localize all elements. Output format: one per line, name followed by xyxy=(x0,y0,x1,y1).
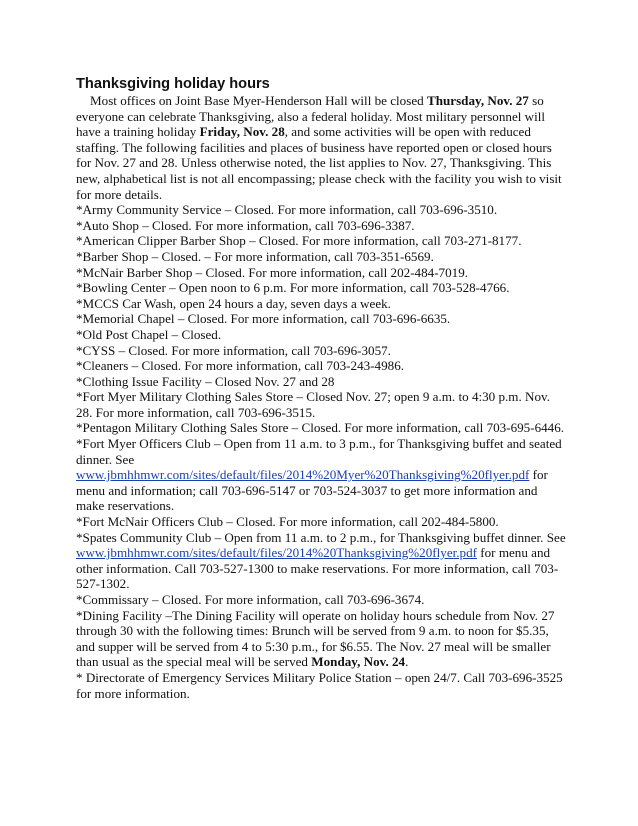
dining-date-monday: Monday, Nov. 24 xyxy=(311,654,406,670)
officers-club-text: *Fort Myer Officers Club – Open from 11 a.m. to 3 p.m., for Thanksgiving buffet and seated dinner. See xyxy=(76,436,562,467)
myer-flyer-link[interactable]: www.jbmhhmwr.com/sites/default/files/2014%20Myer%20Thanksgiving%20flyer.pdf xyxy=(76,467,530,483)
intro-paragraph xyxy=(76,93,566,202)
list-item: *Cleaners – Closed. For more information, call 703-243-4986. xyxy=(76,358,405,374)
intro-text-2: so everyone can celebrate Thanksgiving, also a federal holiday. Most military personnel will have a training holiday xyxy=(76,93,546,140)
list-item: *Memorial Chapel – Closed. For more information, call 703-696-6635. xyxy=(76,311,451,327)
officers-club-item xyxy=(76,436,566,514)
dining-text-after: . xyxy=(405,654,409,670)
list-item: *Army Community Service – Closed. For more information, call 703-696-3510. xyxy=(76,202,498,218)
list-item: *McNair Barber Shop – Closed. For more information, call 202-484-7019. xyxy=(76,264,469,280)
list-item: *Fort McNair Officers Club – Closed. For more information, call 202-484-5800. xyxy=(76,514,499,530)
intro-text-1: Most offices on Joint Base Myer-Henderson Hall will be closed xyxy=(90,93,427,108)
spates-club-text-after: for menu and other information. Call 703-527-1300 to make reservations. For more information, call 703-527-1302. xyxy=(76,545,559,592)
intro-date-friday: Friday, Nov. 28 xyxy=(199,124,285,140)
intro-date-thursday: Thursday, Nov. 27 xyxy=(426,93,529,108)
thanksgiving-flyer-link[interactable]: www.jbmhhmwr.com/sites/default/files/2014%20Thanksgiving%20flyer.pdf xyxy=(76,545,477,561)
list-item: * Directorate of Emergency Services Military Police Station – open 24/7. Call 703-696-3525 for more information. xyxy=(76,669,563,701)
list-item: *Auto Shop – Closed. For more information, call 703-696-3387. xyxy=(76,217,415,233)
officers-club-text-after: for menu and information; call 703-696-5147 or 703-524-3037 to get more information and make reservations. xyxy=(76,467,548,514)
page-title: Thanksgiving holiday hours xyxy=(76,76,270,92)
list-item: *American Clipper Barber Shop – Closed. For more information, call 703-271-8177. xyxy=(76,233,522,249)
list-item: *Barber Shop – Closed. – For more information, call 703-351-6569. xyxy=(76,248,434,264)
document-page xyxy=(76,76,566,701)
spates-club-text: *Spates Community Club – Open from 11 a.m. to 2 p.m., for Thanksgiving buffet dinner. See xyxy=(76,529,566,545)
list-item: *Pentagon Military Clothing Sales Store – Closed. For more information, call 703-695-6446. xyxy=(76,420,565,436)
list-item: *Clothing Issue Facility – Closed Nov. 27 and 28 xyxy=(76,373,335,389)
spates-club-item xyxy=(76,530,566,592)
list-item: *Old Post Chapel – Closed. xyxy=(76,326,222,342)
list-item: *Fort Myer Military Clothing Sales Store – Closed Nov. 27; open 9 a.m. to 4:30 p.m. Nov. 28. For more information, call 703-696-3515. xyxy=(76,389,551,420)
list-item: *Bowling Center – Open noon to 6 p.m. For more information, call 703-528-4766. xyxy=(76,280,510,296)
dining-text: *Dining Facility –The Dining Facility will operate on holiday hours schedule from Nov. 27 through 30 with the following times: Brunch will be served from 9 a.m. to noon for $5.35, and supper will be served from 4 to 5:30 p.m., for $6.55. The Nov. 27 meal will be smaller than usual as the special meal will be served xyxy=(76,607,555,670)
list-item: *MCCS Car Wash, open 24 hours a day, seven days a week. xyxy=(76,295,391,311)
list-item: *Commissary – Closed. For more information, call 703-696-3674. xyxy=(76,592,425,607)
list-item: *CYSS – Closed. For more information, call 703-696-3057. xyxy=(76,342,391,358)
intro-text-3: , and some activities will be open with reduced staffing. The following facilities and places of business have reported open or closed hours for Nov. 27 and 28. Unless otherwise noted, the list applies to Nov. 27, Thanksgiving. This new, alphabetical list is not all encompassing; please check with the facility you wish to visit for more details. xyxy=(76,124,562,202)
dining-facility-item xyxy=(76,608,566,670)
